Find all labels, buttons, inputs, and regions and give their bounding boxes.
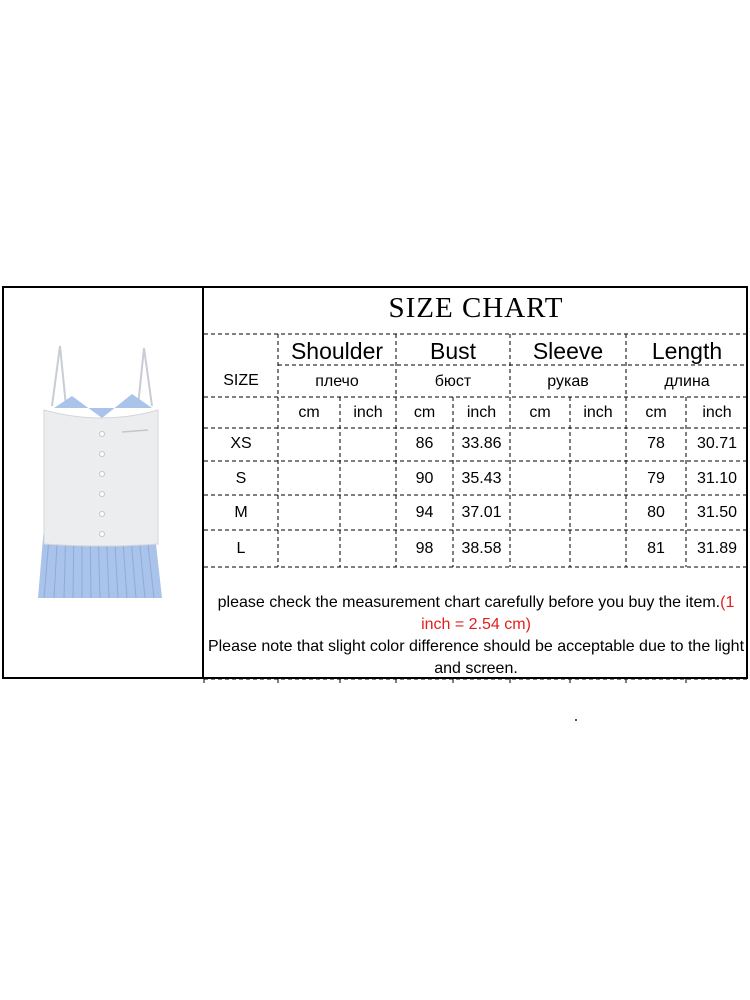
size-cell: S — [235, 470, 247, 487]
color-note-line1: Please note that slight color difference should be acceptable due to the light — [207, 638, 745, 655]
inch-conversion-a: (1 — [720, 594, 735, 611]
header-bust: Bust — [429, 338, 477, 364]
header-shoulder: Shoulder — [290, 338, 384, 364]
table-cell: 31.50 — [696, 504, 738, 521]
table-cell: 38.58 — [461, 540, 502, 557]
unit-cell: inch — [583, 404, 613, 421]
color-note — [204, 636, 748, 680]
header-length: Length — [651, 338, 723, 364]
table-cell: 35.43 — [461, 470, 502, 487]
unit-cell: inch — [353, 404, 383, 421]
table-cell: 78 — [647, 435, 665, 452]
table-cell: 86 — [415, 435, 434, 452]
table-cell: 37.01 — [461, 504, 502, 521]
unit-cell: inch — [466, 404, 497, 421]
unit-cell: cm — [413, 404, 436, 421]
stray-dot — [575, 719, 577, 721]
size-cell: L — [236, 540, 246, 557]
table-cell: 31.89 — [696, 540, 738, 557]
header-sleeve: Sleeve — [532, 338, 604, 364]
table-cell: 31.10 — [696, 470, 738, 487]
size-cell: XS — [230, 435, 252, 452]
unit-cell: cm — [529, 404, 551, 421]
table-cell: 79 — [647, 470, 665, 487]
table-cell: 80 — [647, 504, 665, 521]
header-sleeve-ru: рукав — [547, 373, 589, 390]
unit-cell: inch — [702, 404, 732, 421]
table-cell: 81 — [647, 540, 665, 557]
chart-title: SIZE CHART — [388, 292, 564, 324]
unit-cell: cm — [645, 404, 667, 421]
table-cell: 30.71 — [696, 435, 738, 452]
table-cell: 90 — [415, 470, 434, 487]
header-bust-ru: бюст — [434, 373, 472, 390]
table-cell: 98 — [415, 540, 434, 557]
measurement-note-text: please check the measurement chart carefully before you buy the item. — [217, 594, 721, 611]
table-cell: 33.86 — [461, 435, 502, 452]
inch-conversion-b: inch = 2.54 cm) — [421, 616, 531, 633]
measurement-note — [204, 592, 748, 636]
unit-cell: cm — [298, 404, 320, 421]
color-note-line2: and screen. — [434, 660, 518, 677]
size-cell: M — [234, 504, 248, 521]
header-length-ru: длина — [664, 373, 710, 390]
table-cell: 94 — [415, 504, 434, 521]
size-header: SIZE — [223, 372, 259, 389]
header-shoulder-ru: плечо — [315, 373, 359, 390]
